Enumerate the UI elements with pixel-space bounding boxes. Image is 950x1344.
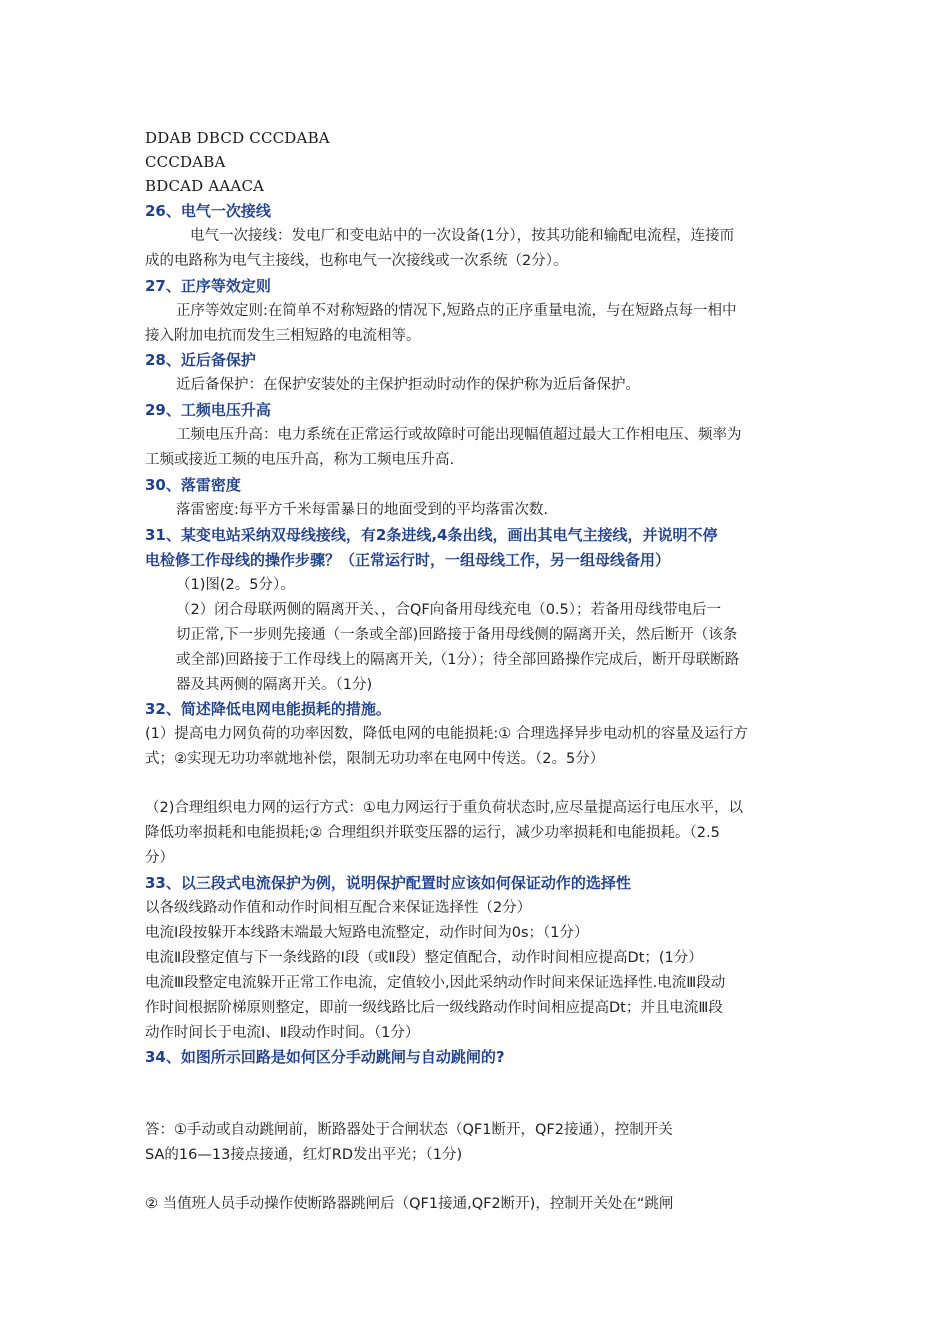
- answer-key-line-3: BDCAD AAACA: [145, 177, 265, 195]
- q31-step-2-line-3: 或全部)回路接于工作母线上的隔离开关,（1分）；待全部回路操作完成后，断开母联断路: [176, 652, 740, 668]
- q32-heading: 32、简述降低电网电能损耗的措施。: [145, 700, 391, 718]
- q34-answer-line-3: ② 当值班人员手动操作使断路器跳闸后（QF1接通,QF2断开)，控制开关处在“跳闸: [145, 1196, 674, 1212]
- q30-heading: 30、落雷密度: [145, 476, 241, 494]
- q33-line-4: 电流Ⅲ段整定电流躲开正常工作电流，定值较小,因此采纳动作时间来保证选择性.电流Ⅲ段动: [145, 975, 726, 991]
- q33-line-3: 电流Ⅱ段整定值与下一条线路的Ⅰ段（或Ⅱ段）整定值配合，动作时间相应提高Dt；(1分）: [145, 950, 703, 966]
- answer-key-line-1: DDAB DBCD CCCDABA: [145, 129, 330, 147]
- q31-step-2-line-4: 器及其两侧的隔离开关。（1分): [176, 677, 373, 693]
- q34-heading: 34、如图所示回路是如何区分手动跳闸与自动跳闸的?: [145, 1048, 505, 1066]
- q31-heading-line-1: 31、某变电站采纳双母线接线，有2条进线,4条出线，画出其电气主接线，并说明不停: [145, 526, 718, 544]
- q32-item-1-line-2: 式；②实现无功功率就地补偿，限制无功功率在电网中传送。（2。5分）: [145, 751, 605, 767]
- q29-heading: 29、工频电压升高: [145, 401, 271, 419]
- q33-line-5: 作时间根据阶梯原则整定，即前一级线路比后一级线路动作时间相应提高Dt；并且电流Ⅲ段: [145, 1000, 723, 1016]
- q32-item-2-line-2: 降低功率损耗和电能损耗;② 合理组织并联变压器的运行，减少功率损耗和电能损耗。（2.5: [145, 825, 720, 841]
- q29-paragraph-line-1: 工频电压升高：电力系统在正常运行或故障时可能出现幅值超过最大工作相电压、频率为: [176, 427, 742, 443]
- q33-line-2: 电流Ⅰ段按躲开本线路末端最大短路电流整定，动作时间为0s；（1分）: [145, 925, 589, 941]
- q26-paragraph-line-1: 电气一次接线：发电厂和变电站中的一次设备(1分），按其功能和输配电流程，连接而: [190, 228, 735, 244]
- q32-item-2-line-3: 分）: [145, 850, 174, 866]
- q27-heading: 27、正序等效定则: [145, 277, 271, 295]
- q28-heading: 28、近后备保护: [145, 351, 256, 369]
- q27-paragraph-line-1: 正序等效定则:在简单不对称短路的情况下,短路点的正序重量电流，与在短路点每一相中: [176, 303, 737, 319]
- q34-answer-line-2: SA的16—13接点接通，红灯RD发出平光；（1分): [145, 1147, 463, 1163]
- q33-line-1: 以各级线路动作值和动作时间相互配合来保证选择性（2分）: [145, 900, 532, 916]
- q31-heading-line-2: 电检修工作母线的操作步骤？（正常运行时，一组母线工作，另一组母线备用）: [145, 551, 671, 569]
- q34-answer-line-1: 答：①手动或自动跳闸前，断路器处于合闸状态（QF1断开，QF2接通），控制开关: [145, 1122, 673, 1138]
- q32-item-1-line-1: (1）提高电力网负荷的功率因数，降低电网的电能损耗:① 合理选择异步电动机的容量及运行方: [145, 726, 748, 742]
- q33-line-6: 动作时间长于电流Ⅰ、Ⅱ段动作时间。（1分）: [145, 1025, 420, 1041]
- q26-heading: 26、电气一次接线: [145, 202, 271, 220]
- q33-heading: 33、以三段式电流保护为例，说明保护配置时应该如何保证动作的选择性: [145, 874, 631, 892]
- q28-paragraph-line-1: 近后备保护：在保护安装处的主保护拒动时动作的保护称为近后备保护。: [176, 377, 640, 393]
- q32-item-2-line-1: （2)合理组织电力网的运行方式：①电力网运行于重负荷状态时,应尽量提高运行电压水平，以: [145, 800, 743, 816]
- q30-paragraph-line-1: 落雷密度:每平方千米每雷暴日的地面受到的平均落雷次数.: [176, 502, 548, 518]
- answer-key-line-2: CCCDABA: [145, 153, 226, 171]
- q31-step-1: （1)图(2。5分）。: [176, 577, 295, 593]
- q27-paragraph-line-2: 接入附加电抗而发生三相短路的电流相等。: [145, 328, 421, 344]
- q29-paragraph-line-2: 工频或接近工频的电压升高，称为工频电压升高.: [145, 452, 455, 468]
- q26-paragraph-line-2: 成的电路称为电气主接线，也称电气一次接线或一次系统（2分）。: [145, 253, 568, 269]
- q31-step-2-line-1: （2）闭合母联两侧的隔离开关、，合QF向备用母线充电（0.5）；若备用母线带电后一: [176, 602, 722, 618]
- q31-step-2-line-2: 切正常,下一步则先接通（一条或全部)回路接于备用母线侧的隔离开关，然后断开（该条: [176, 627, 738, 643]
